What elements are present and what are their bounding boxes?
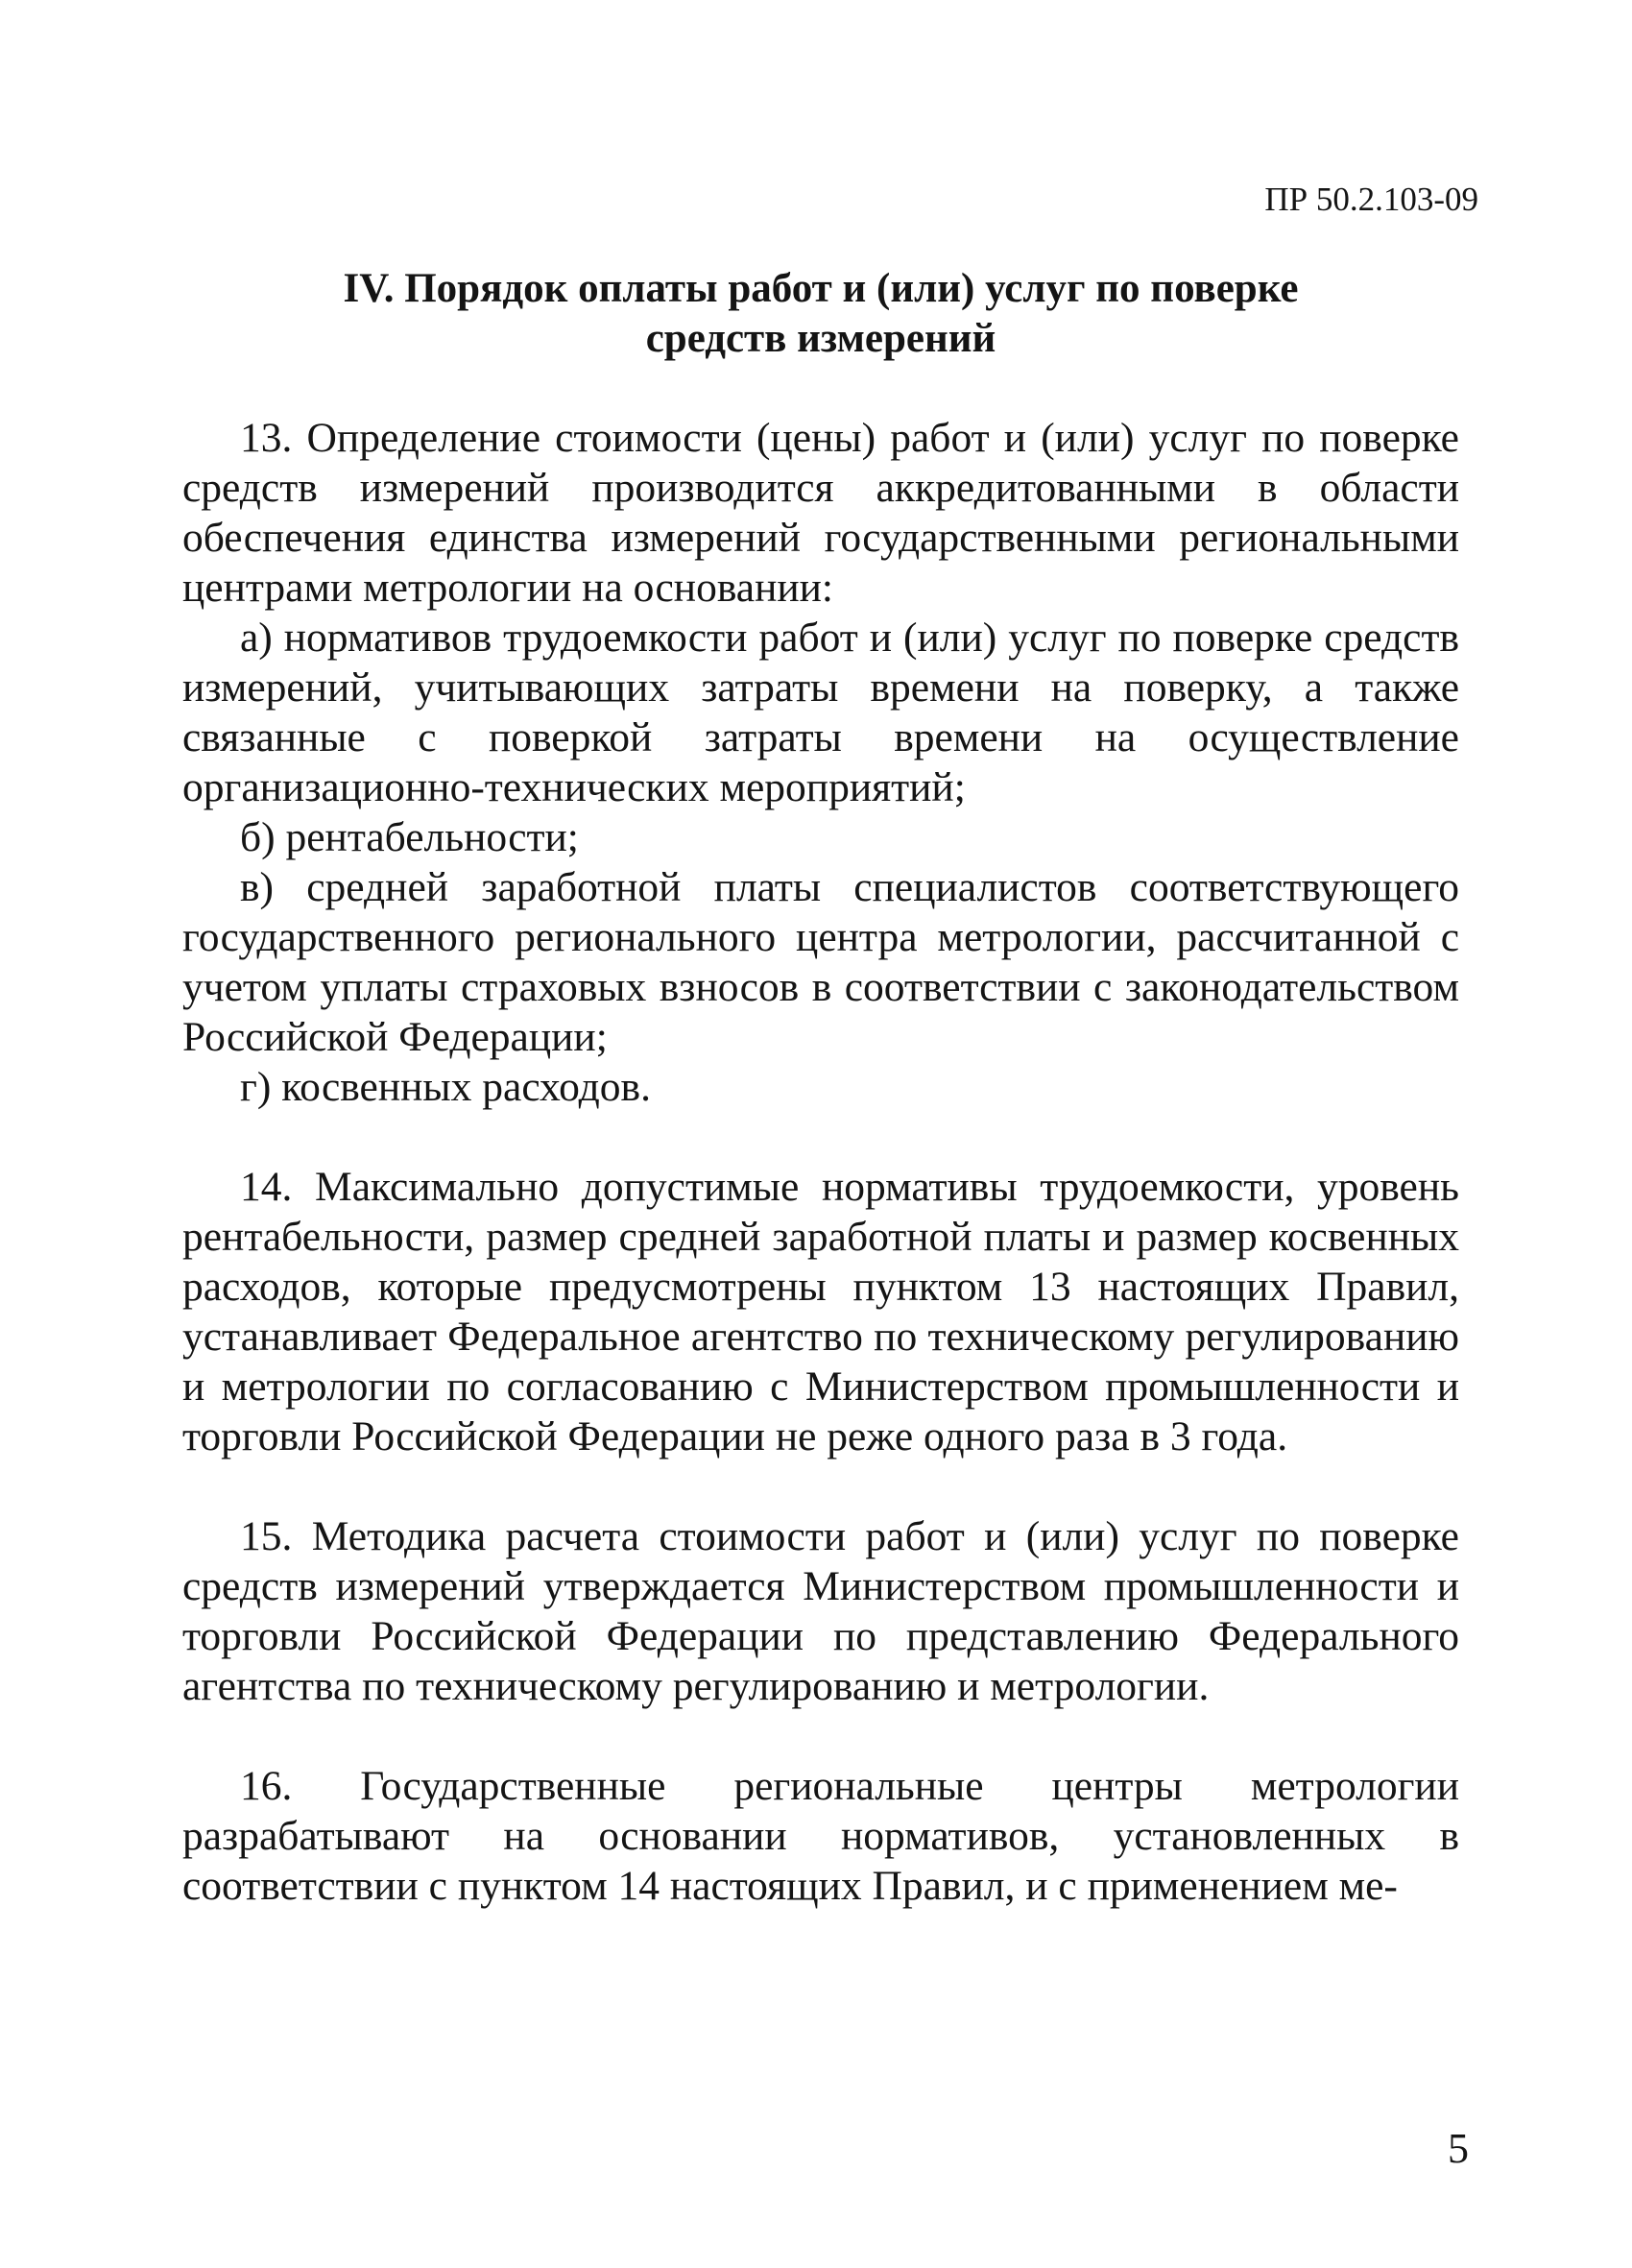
paragraph-16: 16. Государственные региональные центры метрологии разрабатывают на основании нормативов, установленных в соответствии с пунктом 14 настоящих Правил, и с применением ме- xyxy=(182,1763,1459,1909)
document-code: ПР 50.2.103-09 xyxy=(1264,181,1478,218)
section-title-line-2: средств измерений xyxy=(645,316,996,361)
section-title-line-1: IV. Порядок оплаты работ и (или) услуг по поверке xyxy=(343,266,1299,311)
paragraph-13-item-a: а) нормативов трудоемкости работ и (или) услуг по поверке средств измерений, учитывающих затраты времени на поверку, а также связанные с поверкой затраты времени на осуществление организационно-технических мероприятий; xyxy=(182,615,1459,810)
document-body xyxy=(182,413,1459,1911)
paragraph-13-item-b: б) рентабельности; xyxy=(240,814,579,860)
page-number: 5 xyxy=(1448,2125,1469,2172)
paragraph-13-item-v: в) средней заработной платы специалистов соответствующего государственного регионального центра метрологии, рассчитанной с учетом уплаты страховых взносов в соответствии с законодательством Российской Федерации; xyxy=(182,864,1459,1060)
paragraph-13-item-g: г) косвенных расходов. xyxy=(240,1064,651,1110)
section-title xyxy=(182,264,1459,364)
paragraph-15: 15. Методика расчета стоимости работ и (или) услуг по поверке средств измерений утверждается Министерством промышленности и торговли Российской Федерации по представлению Федерального агентства по техническому регулированию и метрологии. xyxy=(182,1513,1459,1709)
paragraph-13: 13. Определение стоимости (цены) работ и (или) услуг по поверке средств измерений производится аккредитованными в области обеспечения единства измерений государственными региональными центрами метрологии на основании: xyxy=(182,415,1459,611)
paragraph-14: 14. Максимально допустимые нормативы трудоемкости, уровень рентабельности, размер средней заработной платы и размер косвенных расходов, которые предусмотрены пунктом 13 настоящих Правил, устанавливает Федеральное агентство по техническому регулированию и метрологии по согласованию с Министерством промышленности и торговли Российской Федерации не реже одного раза в 3 года. xyxy=(182,1164,1459,1460)
